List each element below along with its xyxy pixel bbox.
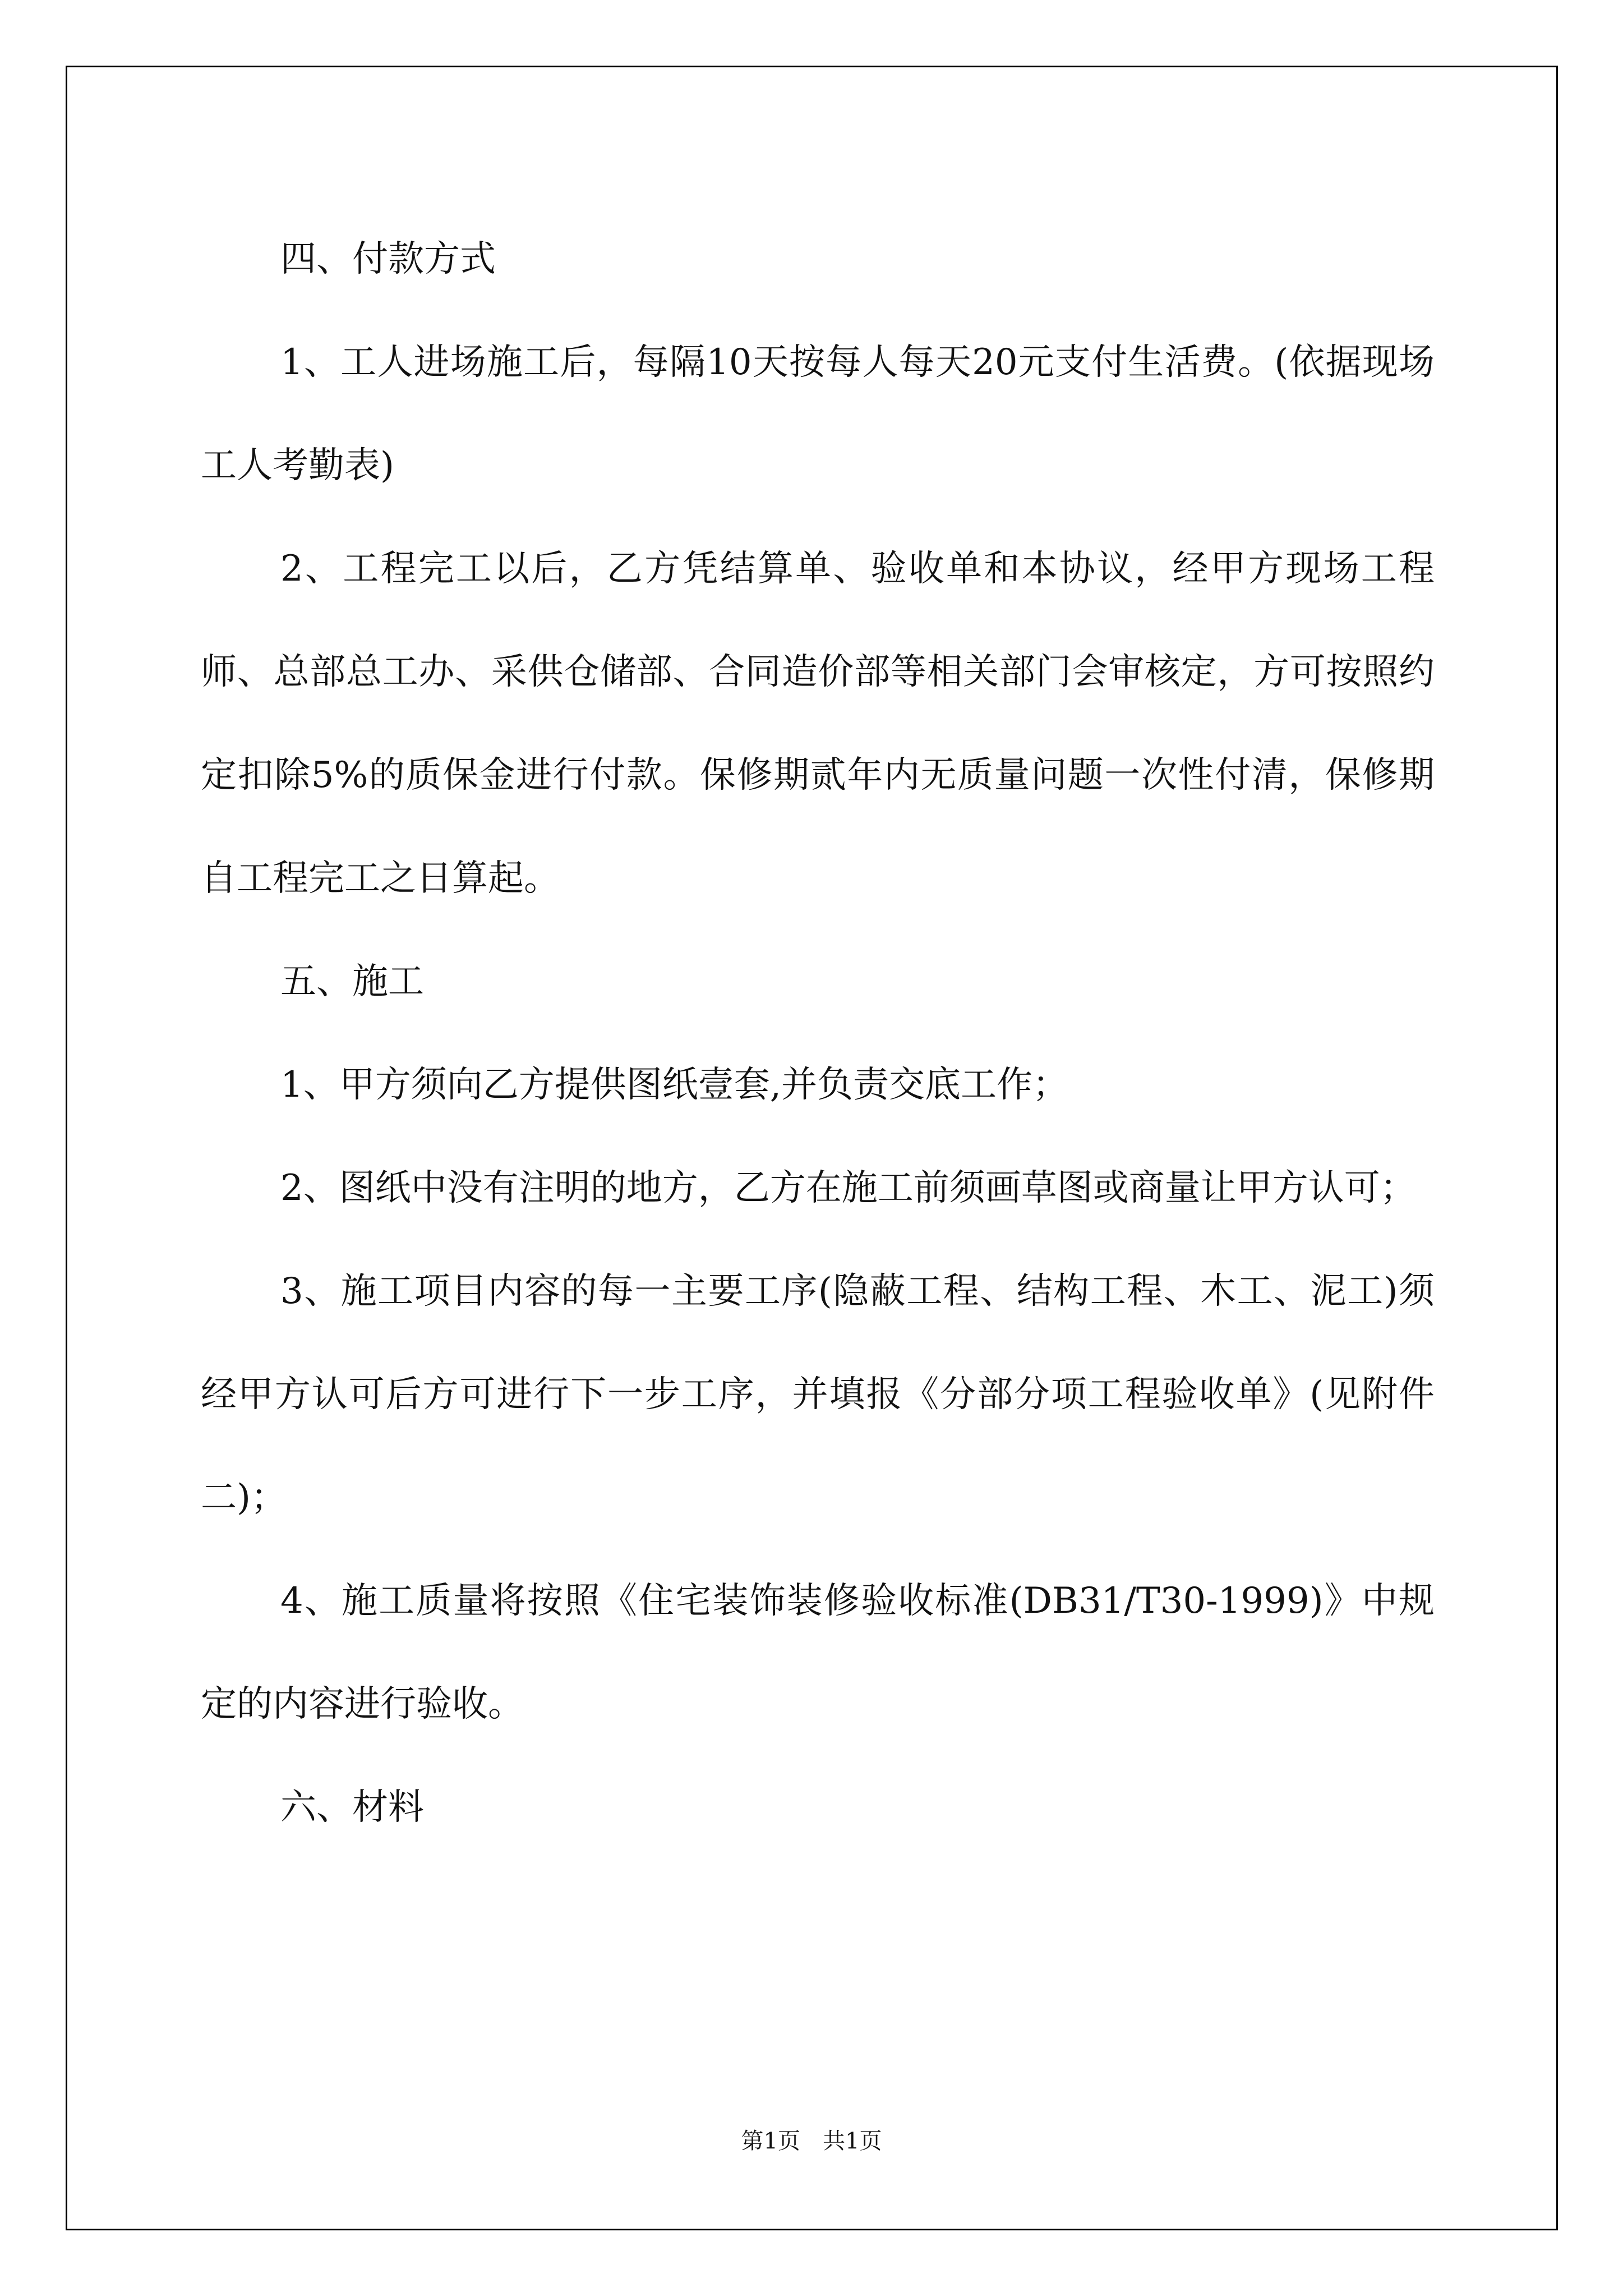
section-heading-payment: 四、付款方式	[280, 238, 496, 280]
paragraph-construction-4: 4、施工质量将按照《住宅装饰装修验收标准(DB31/T30-1999)》中规定的内容进行验收。	[201, 1580, 1435, 1725]
paragraph-construction-1: 1、甲方须向乙方提供图纸壹套,并负责交底工作；	[280, 1064, 1069, 1106]
paragraph-construction-2: 2、图纸中没有注明的地方，乙方在施工前须画草图或商量让甲方认可；	[280, 1167, 1416, 1209]
paragraph-payment-1: 1、工人进场施工后，每隔10天按每人每天20元支付生活费。(依据现场工人考勤表)	[201, 342, 1435, 486]
page-footer: 第1页 共1页	[741, 2128, 882, 2154]
document-body	[201, 208, 1435, 1859]
section-heading-construction: 五、施工	[280, 961, 424, 1002]
section-heading-materials: 六、材料	[280, 1787, 424, 1828]
paragraph-construction-3: 3、施工项目内容的每一主要工序(隐蔽工程、结构工程、木工、泥工)须经甲方认可后方可进行下一步工序，并填报《分部分项工程验收单》(见附件二)；	[201, 1271, 1435, 1519]
paragraph-payment-2: 2、工程完工以后，乙方凭结算单、验收单和本协议，经甲方现场工程师、总部总工办、采供仓储部、合同造价部等相关部门会审核定，方可按照约定扣除5%的质保金进行付款。保修期贰年内无质量问题一次性付清，保修期自工程完工之日算起。	[201, 548, 1435, 899]
